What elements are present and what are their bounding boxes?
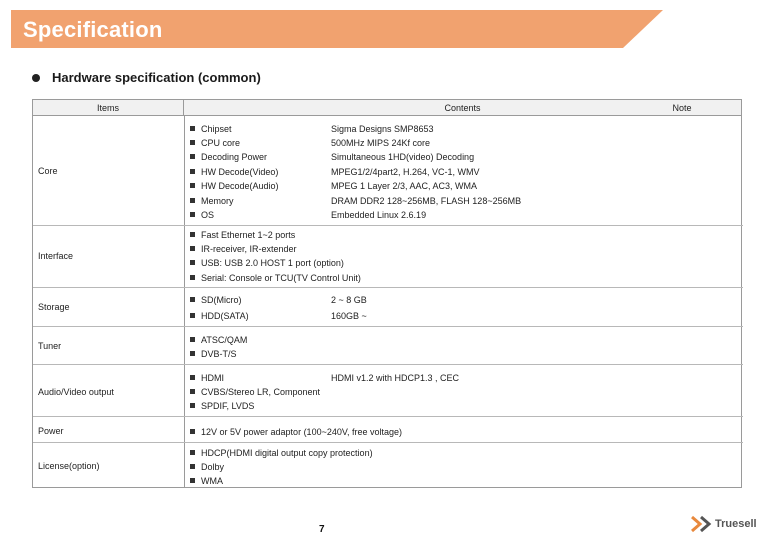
list-item: Memory [190,196,234,206]
list-item: 12V or 5V power adaptor (100~240V, free voltage) [190,427,402,437]
row-separator [33,416,743,417]
bullet-icon [190,450,195,455]
bullet-icon [190,297,195,302]
spec-value: HDMI v1.2 with HDCP1.3 , CEC [331,373,460,383]
list-item: Decoding Power [190,152,267,162]
header-contents: Contents [183,99,742,116]
list-item: HW Decode(Audio) [190,181,279,191]
list-item: Serial: Console or TCU(TV Control Unit) [190,273,361,283]
table-body [32,116,742,488]
row-label-core: Core [38,166,58,176]
bullet-icon [190,260,195,265]
bullet-icon [190,464,195,469]
header-note: Note [672,103,692,113]
bullet-icon [190,275,195,280]
row-label-tuner: Tuner [38,341,62,351]
bullet-icon [190,375,195,380]
page-title: Specification [23,17,163,42]
row-label-interface: Interface [38,251,74,261]
section-heading [32,70,261,85]
list-item: HW Decode(Video) [190,167,278,177]
row-separator [33,326,743,327]
bullet-icon [190,351,195,356]
list-item: OS [190,210,214,220]
bullet-icon [190,140,195,145]
list-item: DVB-T/S [190,349,237,359]
list-item: HDMI [190,373,224,383]
row-separator [33,364,743,365]
row-separator [33,287,743,288]
header-items: Items [32,99,184,116]
list-item: SPDIF, LVDS [190,401,254,411]
column-divider [184,116,185,487]
row-label-power: Power [38,426,64,436]
list-item: CPU core [190,138,240,148]
bullet-icon [190,403,195,408]
bullet-icon [190,246,195,251]
row-separator [33,442,743,443]
bullet-icon [190,478,195,483]
title-banner [11,10,663,48]
logo-icon [690,515,712,533]
bullet-icon [190,183,195,188]
spec-value: Sigma Designs SMP8653 [331,124,434,134]
spec-value: 2 ~ 8 GB [331,295,367,305]
row-separator [33,225,743,226]
row-label-license: License(option) [38,461,100,471]
bullet-icon [190,429,195,434]
list-item: USB: USB 2.0 HOST 1 port (option) [190,258,344,268]
company-logo [690,515,757,533]
bullet-icon [190,337,195,342]
row-label-storage: Storage [38,302,70,312]
list-item: ATSC/QAM [190,335,247,345]
spec-value: Embedded Linux 2.6.19 [331,210,427,220]
section-title: Hardware specification (common) [52,70,261,85]
list-item: HDCP(HDMI digital output copy protection) [190,448,373,458]
page-number: 7 [319,524,325,535]
list-item: Dolby [190,462,224,472]
list-item: HDD(SATA) [190,311,249,321]
list-item: WMA [190,476,223,486]
bullet-icon [190,154,195,159]
bullet-icon [190,198,195,203]
list-item: SD(Micro) [190,295,242,305]
spec-value: MPEG 1 Layer 2/3, AAC, AC3, WMA [331,181,478,191]
spec-value: DRAM DDR2 128~256MB, FLASH 128~256MB [331,196,522,206]
spec-value: 160GB ~ [331,311,367,321]
bullet-icon [190,169,195,174]
bullet-icon [190,232,195,237]
spec-value: 500MHz MIPS 24Kf core [331,138,431,148]
spec-value: MPEG1/2/4part2, H.264, VC-1, WMV [331,167,480,177]
spec-table [32,99,742,488]
bullet-icon [190,212,195,217]
bullet-icon [190,126,195,131]
bullet-icon [190,389,195,394]
row-label-av-output: Audio/Video output [38,387,114,397]
bullet-icon [190,313,195,318]
list-item: Fast Ethernet 1~2 ports [190,230,295,240]
logo-text: Truesell [715,518,757,530]
bullet-icon [32,74,40,82]
list-item: Chipset [190,124,232,134]
list-item: IR-receiver, IR-extender [190,244,297,254]
spec-value: Simultaneous 1HD(video) Decoding [331,152,475,162]
list-item: CVBS/Stereo LR, Component [190,387,320,397]
